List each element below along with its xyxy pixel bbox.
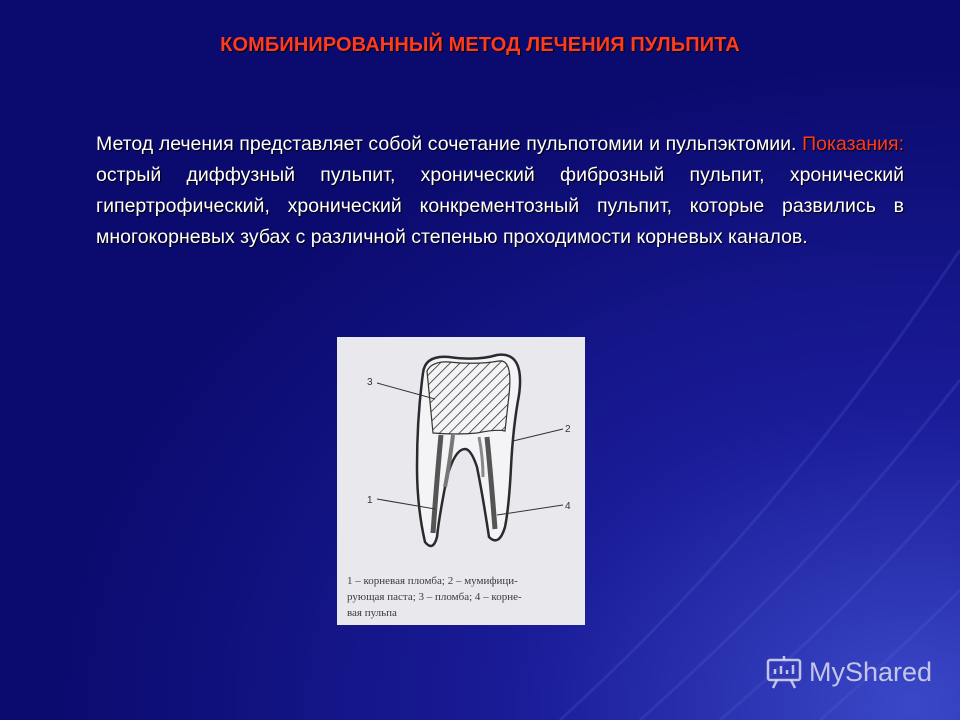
caption-line-1: 1 – корневая пломба; 2 – мумифици- xyxy=(347,575,518,587)
label-3: 3 xyxy=(367,377,373,388)
presentation-board-icon xyxy=(765,654,803,690)
watermark-text: MyShared xyxy=(809,656,933,687)
watermark-logo[interactable] xyxy=(765,652,932,692)
label-1: 1 xyxy=(367,495,373,506)
body-text-intro: Метод лечения представляет собой сочетание пульпотомии и пульпэктомии. xyxy=(96,133,803,155)
label-4: 4 xyxy=(565,501,571,512)
indications-label: Показания: xyxy=(802,133,904,155)
figure-caption xyxy=(347,573,579,621)
tooth-figure xyxy=(337,337,585,625)
label-2: 2 xyxy=(565,424,571,435)
slide-body-text xyxy=(96,129,904,253)
slide-title: КОМБИНИРОВАННЫЙ МЕТОД ЛЕЧЕНИЯ ПУЛЬПИТА xyxy=(220,34,740,56)
caption-line-2: рующая паста; 3 – пломба; 4 – корне- xyxy=(347,591,522,603)
caption-line-3: вая пульпа xyxy=(347,607,397,619)
body-text-indications: острый диффузный пульпит, хронический фиброзный пульпит, хронический гипертрофический, хронический конкрементозный пульпит, которые развились в многокорневых зубах с различной степенью проходимости корневых каналов. xyxy=(96,164,904,248)
filling-hatched xyxy=(427,361,510,434)
